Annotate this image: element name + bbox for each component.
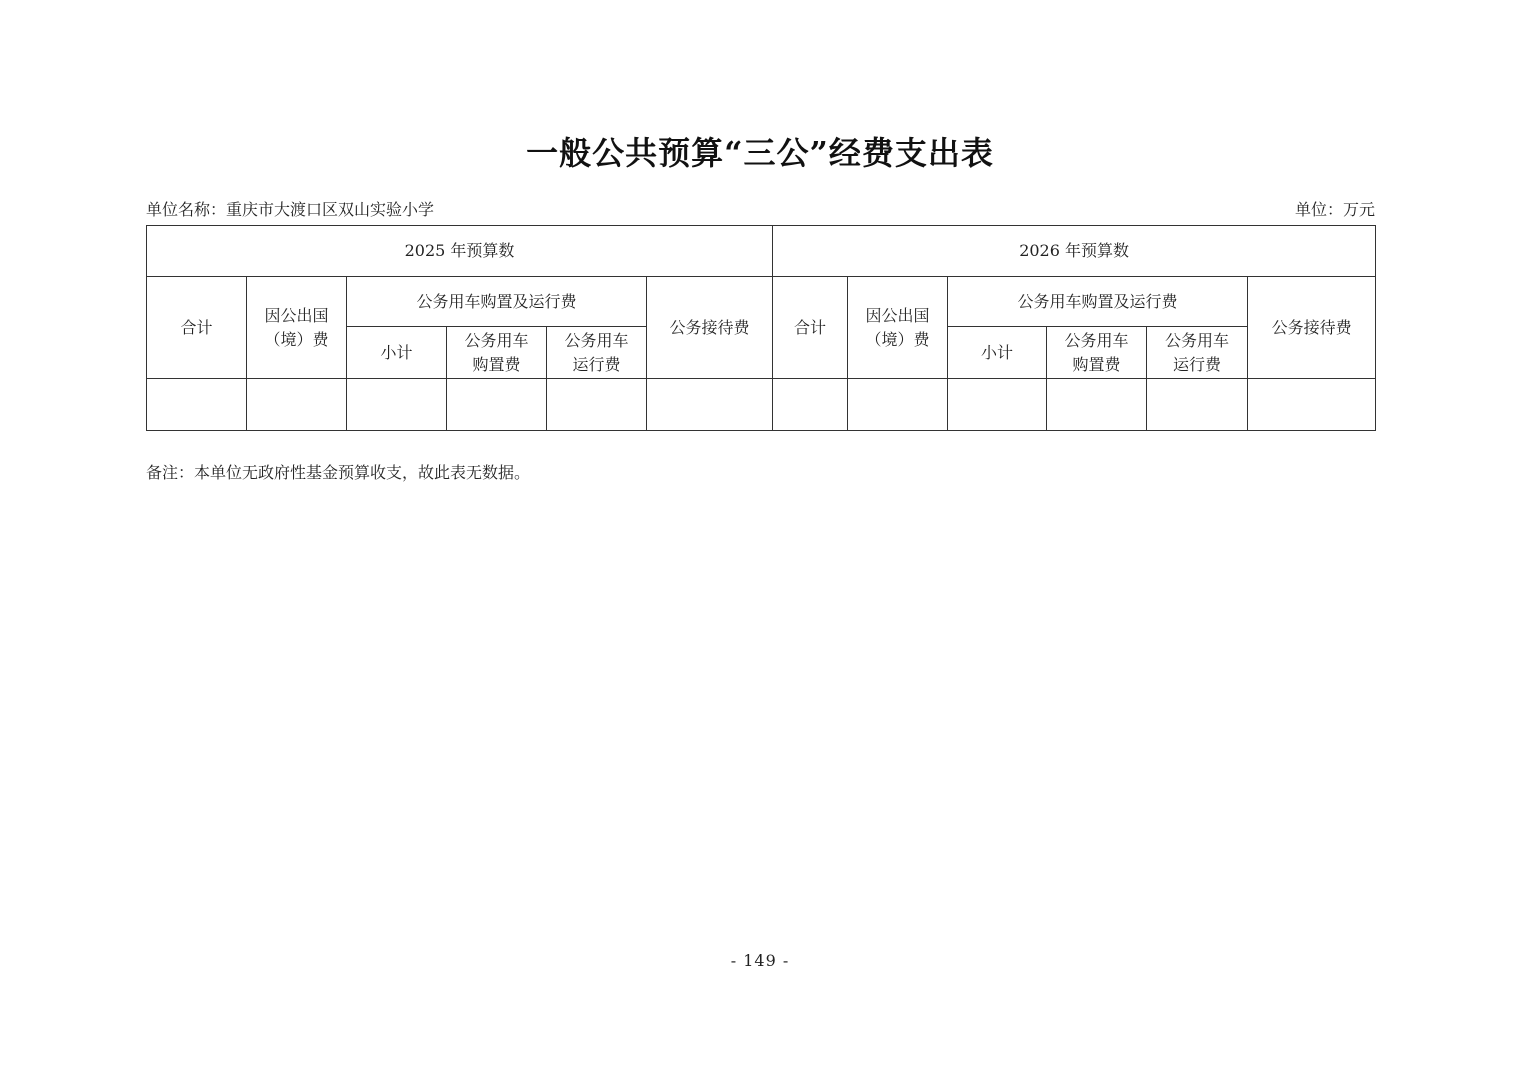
vehicle-operation-line1: 公务用车 xyxy=(564,330,629,350)
unit-name-label: 单位名称：重庆市大渡口区双山实验小学 xyxy=(146,200,435,219)
table-cell xyxy=(1248,379,1376,431)
vehicle-purchase-line2: 购置费 xyxy=(472,354,521,374)
year-header-row xyxy=(147,226,1376,277)
unit-label: 单位：万元 xyxy=(1294,200,1375,219)
three-public-expenses-table xyxy=(146,225,1376,431)
year-2026-header: 2026 年预算数 xyxy=(773,226,1376,277)
table-note: 备注：本单位无政府性基金预算收支，故此表无数据。 xyxy=(146,463,531,482)
table-cell xyxy=(1047,379,1147,431)
vehicle-operation-line1: 公务用车 xyxy=(1165,330,1230,350)
total-header-2025: 合计 xyxy=(147,277,247,379)
vehicle-operation-header-2025 xyxy=(547,327,647,379)
table-cell xyxy=(1147,379,1248,431)
subtotal-header-2026: 小计 xyxy=(948,327,1047,379)
table-row xyxy=(147,379,1376,431)
reception-header-2025: 公务接待费 xyxy=(647,277,773,379)
table-cell xyxy=(547,379,647,431)
table-cell xyxy=(247,379,347,431)
total-header-2026: 合计 xyxy=(773,277,848,379)
page-title: 一般公共预算“三公”经费支出表 xyxy=(526,134,994,172)
table-cell xyxy=(647,379,773,431)
vehicle-purchase-line1: 公务用车 xyxy=(464,330,529,350)
vehicle-operation-line2: 运行费 xyxy=(1173,354,1222,374)
vehicle-purchase-line2: 购置费 xyxy=(1072,354,1121,374)
table-cell xyxy=(848,379,948,431)
vehicle-group-header-2025: 公务用车购置及运行费 xyxy=(347,277,647,327)
abroad-header-line2: （境）费 xyxy=(264,329,329,349)
year-2025-header: 2025 年预算数 xyxy=(147,226,773,277)
vehicle-purchase-line1: 公务用车 xyxy=(1064,330,1129,350)
abroad-header-line1: 因公出国 xyxy=(865,305,930,325)
table-cell xyxy=(447,379,547,431)
vehicle-purchase-header-2026 xyxy=(1047,327,1147,379)
abroad-header-2026 xyxy=(848,277,948,379)
vehicle-group-header-2026: 公务用车购置及运行费 xyxy=(948,277,1248,327)
abroad-header-2025 xyxy=(247,277,347,379)
vehicle-purchase-header-2025 xyxy=(447,327,547,379)
table-cell xyxy=(948,379,1047,431)
reception-header-2026: 公务接待费 xyxy=(1248,277,1376,379)
vehicle-operation-line2: 运行费 xyxy=(572,354,621,374)
abroad-header-line2: （境）费 xyxy=(865,329,930,349)
abroad-header-line1: 因公出国 xyxy=(264,305,329,325)
subtotal-header-2025: 小计 xyxy=(347,327,447,379)
page-number: - 149 - xyxy=(730,951,790,970)
vehicle-operation-header-2026 xyxy=(1147,327,1248,379)
table-cell xyxy=(347,379,447,431)
table-cell xyxy=(147,379,247,431)
table-cell xyxy=(773,379,848,431)
column-header-row xyxy=(147,277,1376,327)
